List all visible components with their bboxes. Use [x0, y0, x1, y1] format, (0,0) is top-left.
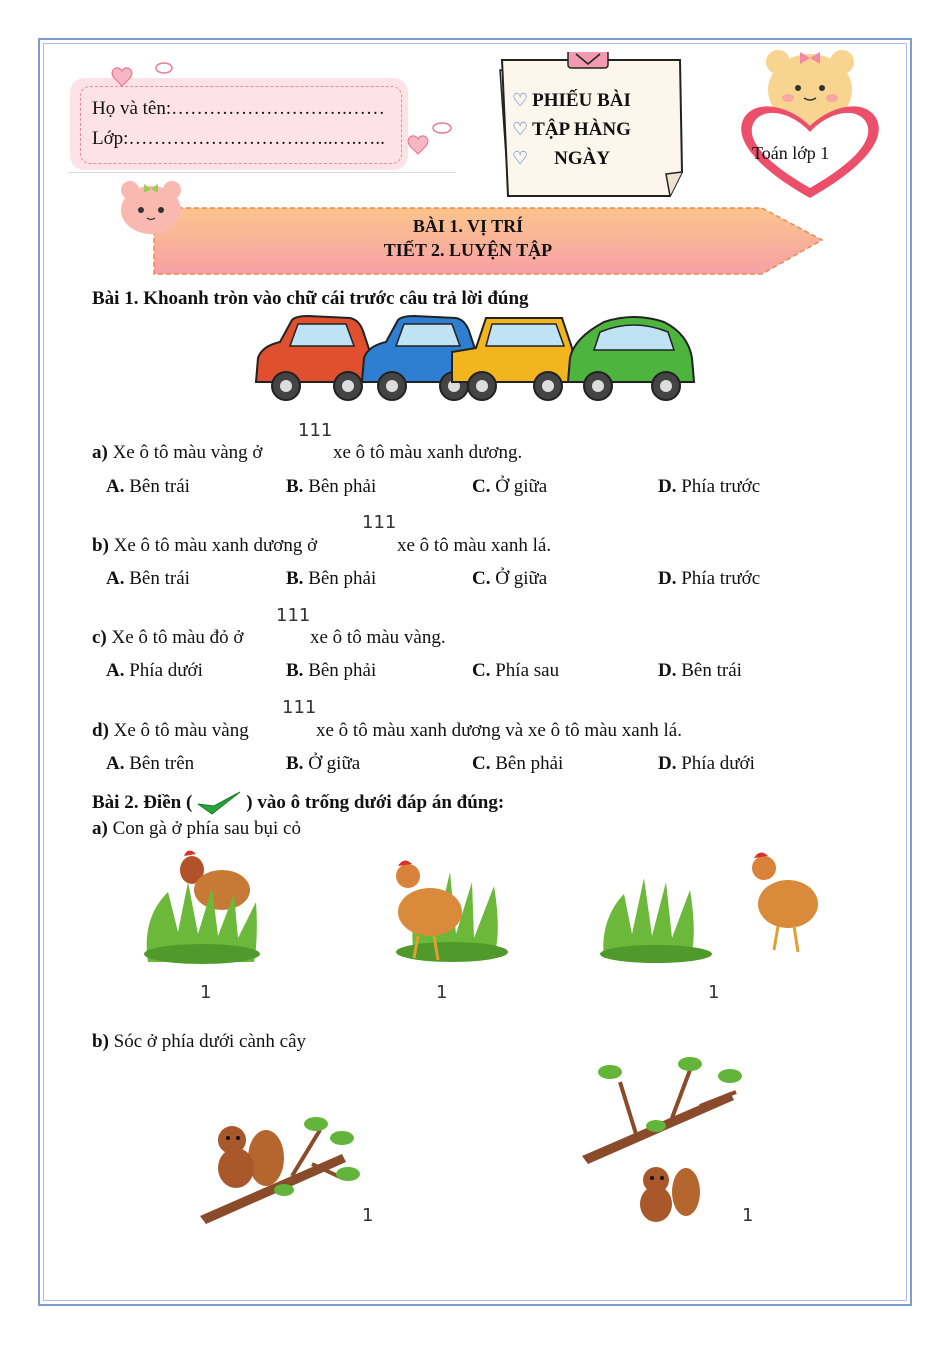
divider	[68, 172, 456, 173]
answer-box-mark[interactable]: 1	[436, 982, 448, 1003]
checkmark-icon	[194, 790, 244, 816]
green-car	[568, 317, 694, 400]
option-b-D[interactable]: D. Phía trước	[658, 568, 761, 589]
answer-box-mark[interactable]: 1	[362, 1205, 374, 1226]
question-b-after: xe ô tô màu xanh lá.	[397, 535, 552, 556]
answer-mark: 111	[362, 512, 397, 533]
option-a-D[interactable]: D. Phía trước	[658, 476, 761, 497]
chicken-beside-grass	[598, 842, 830, 964]
hearts-decoration-right	[400, 116, 460, 160]
name-line: Họ và tên:……………………….……	[92, 98, 385, 119]
answer-box-mark[interactable]: 1	[200, 982, 212, 1003]
question-d: d) Xe ô tô màu vàng	[92, 720, 249, 741]
cars-illustration	[250, 312, 698, 408]
option-b-A[interactable]: A. Bên trái	[106, 568, 190, 589]
squirrel-on-branch	[192, 1104, 362, 1224]
answer-mark: 111	[298, 420, 333, 441]
option-d-D[interactable]: D. Phía dưới	[658, 753, 755, 774]
red-car	[256, 316, 374, 400]
part-a-prompt: a) Con gà ở phía sau bụi cỏ	[92, 818, 301, 839]
option-b-B[interactable]: B. Bên phải	[286, 568, 377, 589]
option-d-A[interactable]: A. Bên trên	[106, 753, 195, 774]
heart-icon: ♡	[512, 90, 529, 110]
tag-line-1: PHIẾU BÀI	[532, 90, 631, 111]
answer-box-mark[interactable]: 1	[742, 1205, 754, 1226]
part-b-prompt: b) Sóc ở phía dưới cành cây	[92, 1031, 307, 1052]
question-d-after: xe ô tô màu xanh dương và xe ô tô màu xanh lá.	[316, 720, 682, 741]
chicken-in-front-of-grass	[374, 842, 510, 964]
option-c-D[interactable]: D. Bên trái	[658, 660, 742, 681]
grade-label: Toán lớp 1	[752, 143, 830, 163]
question-b: b) Xe ô tô màu xanh dương ở	[92, 535, 318, 556]
option-a-A[interactable]: A. Bên trái	[106, 476, 190, 497]
tag-line-3: NGÀY	[554, 148, 611, 169]
option-a-B[interactable]: B. Bên phải	[286, 476, 377, 497]
question-a-after: xe ô tô màu xanh dương.	[333, 442, 523, 463]
lesson-subtitle: TIẾT 2. LUYỆN TẬP	[383, 240, 553, 260]
answer-mark: 111	[282, 697, 317, 718]
heart-icon: ♡	[512, 148, 529, 168]
question-c: c) Xe ô tô màu đỏ ở	[92, 627, 244, 648]
squirrel-under-branch	[580, 1052, 750, 1244]
tag-line-2: TẬP HÀNG	[532, 119, 631, 140]
option-c-B[interactable]: B. Bên phải	[286, 660, 377, 681]
answer-box-mark[interactable]: 1	[708, 982, 720, 1003]
banner-title	[152, 214, 784, 262]
question-c-after: xe ô tô màu vàng.	[310, 627, 446, 648]
answer-mark: 111	[276, 605, 311, 626]
option-a-C[interactable]: C. Ở giữa	[472, 476, 548, 497]
exercise-2-title: Bài 2. Điền ( ) vào ô trống dưới đáp án đúng:	[92, 790, 504, 816]
hearts-decoration	[104, 56, 184, 96]
heart-icon: ♡	[512, 119, 529, 139]
yellow-car	[452, 318, 574, 400]
question-a: a) Xe ô tô màu vàng ở	[92, 442, 263, 463]
option-d-B[interactable]: B. Ở giữa	[286, 753, 361, 774]
option-c-A[interactable]: A. Phía dưới	[106, 660, 203, 681]
option-d-C[interactable]: C. Bên phải	[472, 753, 564, 774]
teddy-bear-heart	[730, 40, 890, 210]
option-c-C[interactable]: C. Phía sau	[472, 660, 560, 681]
chicken-behind-grass	[138, 842, 266, 964]
lesson-title: BÀI 1. VỊ TRÍ	[412, 216, 524, 236]
tag-heart-list	[512, 86, 631, 173]
class-line: Lớp:……………………….…..….…..	[92, 128, 385, 149]
exercise-1-title: Bài 1. Khoanh tròn vào chữ cái trước câu trả lời đúng	[92, 288, 529, 309]
option-b-C[interactable]: C. Ở giữa	[472, 568, 548, 589]
